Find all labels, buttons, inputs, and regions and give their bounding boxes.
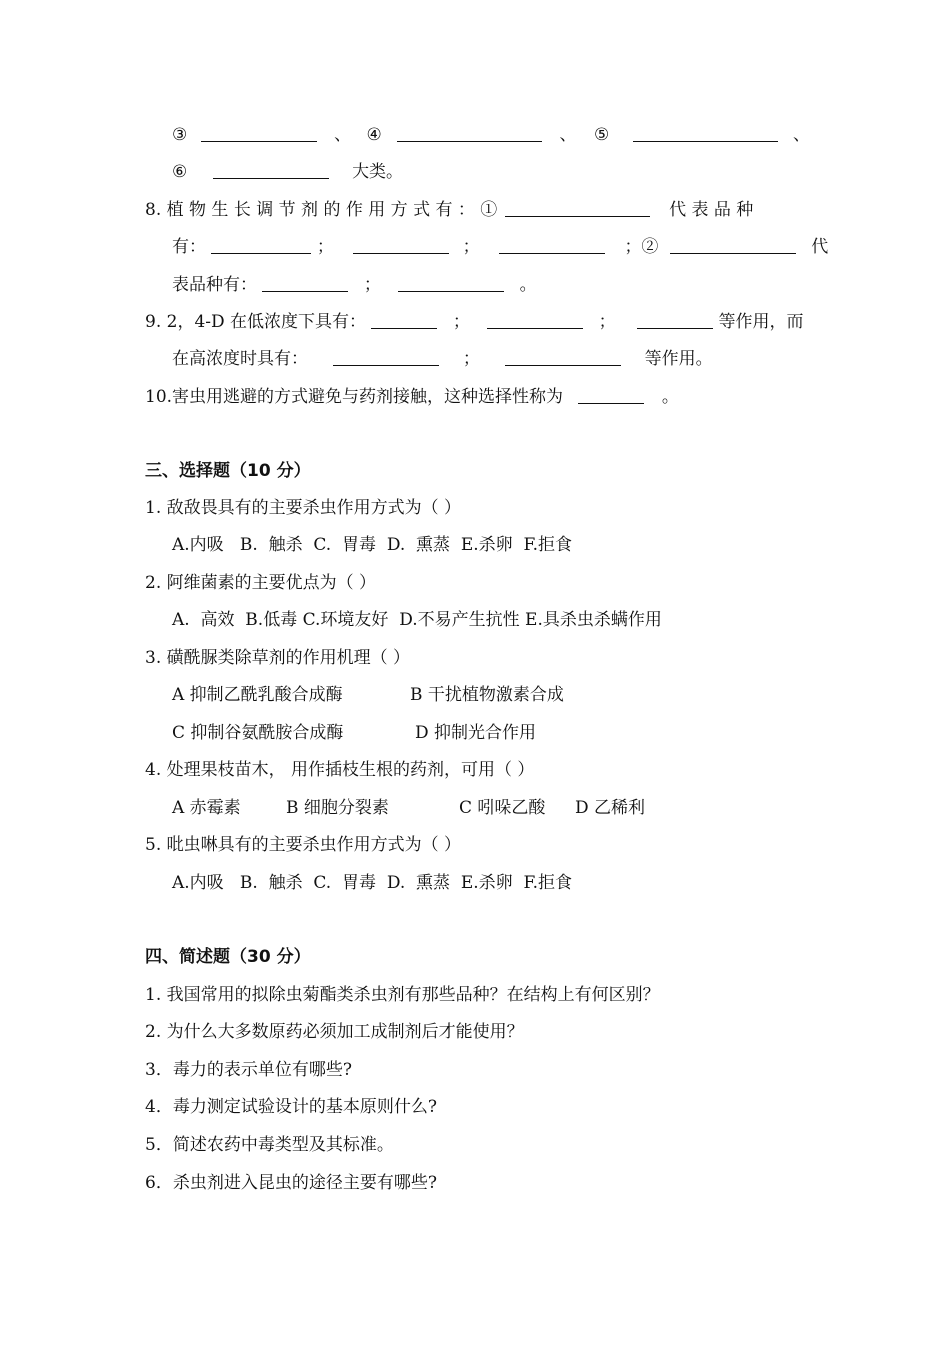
q8-blank-7[interactable] [398, 273, 504, 292]
q9-line-1 [145, 310, 803, 333]
q10-line [145, 385, 679, 408]
s3-q3-option-a: A 抑制乙酰乳酸合成酶 [172, 685, 343, 705]
s4-item: 6．杀虫剂进入昆虫的途径主要有哪些? [145, 1173, 437, 1193]
q7-line-continued [172, 123, 810, 146]
s3-q1-options: A.内吸 B. 触杀 C. 胃毒 D. 熏蒸 E.杀卵 F.拒食 [172, 535, 573, 555]
separator: ； [598, 312, 616, 332]
q9-stem: 9. 2，4-D 在低浓度下具有： [145, 312, 367, 332]
q8-line-2 [172, 235, 828, 258]
s4-item: 1. 我国常用的拟除虫菊酯类杀虫剂有那些品种？在结构上有何区别？ [145, 985, 660, 1005]
circled-5: ⑤ [593, 125, 610, 145]
s3-q5-options: A.内吸 B. 触杀 C. 胃毒 D. 熏蒸 E.杀卵 F.拒食 [172, 873, 573, 893]
q8-blank-5[interactable] [670, 235, 796, 254]
separator: ； [462, 237, 480, 257]
s3-q3-option-c: C 抑制谷氨酰胺合成酶 [172, 723, 344, 743]
separator: 、 [559, 125, 577, 145]
q10-stem: 10.害虫用逃避的方式避免与药剂接触，这种选择性称为 [145, 387, 564, 407]
q8-line3-tail: 。 [519, 275, 537, 295]
s3-q4-stem: 4. 处理果枝苗木， 用作插枝生根的药剂，可用（ ） [145, 760, 535, 780]
q8-blank-3[interactable] [353, 235, 449, 254]
q8-blank-6[interactable] [262, 273, 348, 292]
s3-q4-option-d: D 乙稀利 [575, 798, 646, 818]
blank-3[interactable] [201, 123, 317, 142]
q9-line2-tail: 等作用。 [644, 349, 713, 369]
s3-q3-stem: 3. 磺酰脲类除草剂的作用机理（ ） [145, 648, 411, 668]
blank-4[interactable] [397, 123, 542, 142]
s3-q3-option-d: D 抑制光合作用 [415, 723, 537, 743]
q9-blank-3[interactable] [637, 310, 713, 329]
q8-line3-head: 表品种有： [172, 275, 257, 295]
q8-blank-4[interactable] [499, 235, 605, 254]
s3-q2-options: A. 高效 B.低毒 C.环境友好 D.不易产生抗性 E.具杀虫杀螨作用 [172, 610, 662, 630]
s4-item: 4．毒力测定试验设计的基本原则什么? [145, 1097, 437, 1117]
q7-tail: 大类。 [352, 162, 404, 182]
circled-4: ④ [366, 125, 382, 145]
q8-blank-1[interactable] [505, 198, 650, 217]
s4-item: 5．简述农药中毒类型及其标准。 [145, 1135, 394, 1155]
separator: ；② [624, 237, 659, 257]
blank-5[interactable] [633, 123, 778, 142]
separator: 、 [334, 125, 352, 145]
q8-blank-2[interactable] [211, 235, 311, 254]
q9-line2-head: 在高浓度时具有： [172, 349, 308, 369]
s3-q4-option-b: B 细胞分裂素 [286, 798, 389, 818]
q8-stem: 8. 植 物 生 长 调 节 剂 的 作 用 方 式 有 ： ① [145, 200, 498, 220]
s3-q1-stem: 1. 敌敌畏具有的主要杀虫作用方式为（ ） [145, 498, 462, 518]
circled-6: ⑥ [172, 162, 188, 182]
s4-item: 3．毒力的表示单位有哪些? [145, 1060, 352, 1080]
s3-q5-stem: 5. 吡虫啉具有的主要杀虫作用方式为（ ） [145, 835, 462, 855]
s3-q2-stem: 2. 阿维菌素的主要优点为（ ） [145, 573, 377, 593]
separator: ； [316, 237, 334, 257]
q8-line-1 [145, 198, 753, 221]
q8-tail: 代 表 品 种 [669, 200, 754, 220]
circled-3: ③ [172, 125, 188, 145]
q10-blank[interactable] [578, 385, 644, 404]
q9-blank-2[interactable] [487, 310, 583, 329]
separator: ； [363, 275, 381, 295]
s3-q4-option-c: C 吲哚乙酸 [459, 798, 546, 818]
q8-line-3 [172, 273, 537, 296]
q8-line2-tail: 代 [811, 237, 829, 257]
q9-blank-5[interactable] [505, 347, 621, 366]
q7-line-end [172, 160, 403, 183]
s3-q4-option-a: A 赤霉素 [172, 798, 241, 818]
q9-line-2 [172, 347, 713, 370]
q10-tail: 。 [661, 387, 679, 407]
separator: 、 [793, 125, 810, 145]
s4-item: 2. 为什么大多数原药必须加工成制剂后才能使用？ [145, 1022, 524, 1042]
q9-line1-tail: 等作用，而 [718, 312, 804, 332]
q8-line2-head: 有： [172, 237, 206, 257]
section4-title: 四、简述题（30 分） [145, 947, 311, 967]
q9-blank-4[interactable] [333, 347, 439, 366]
q9-blank-1[interactable] [371, 310, 437, 329]
section3-title: 三、选择题（10 分） [145, 461, 311, 481]
s3-q3-option-b: B 干扰植物激素合成 [410, 685, 564, 705]
blank-6[interactable] [213, 160, 329, 179]
separator: ； [452, 312, 470, 332]
separator: ； [462, 349, 480, 369]
